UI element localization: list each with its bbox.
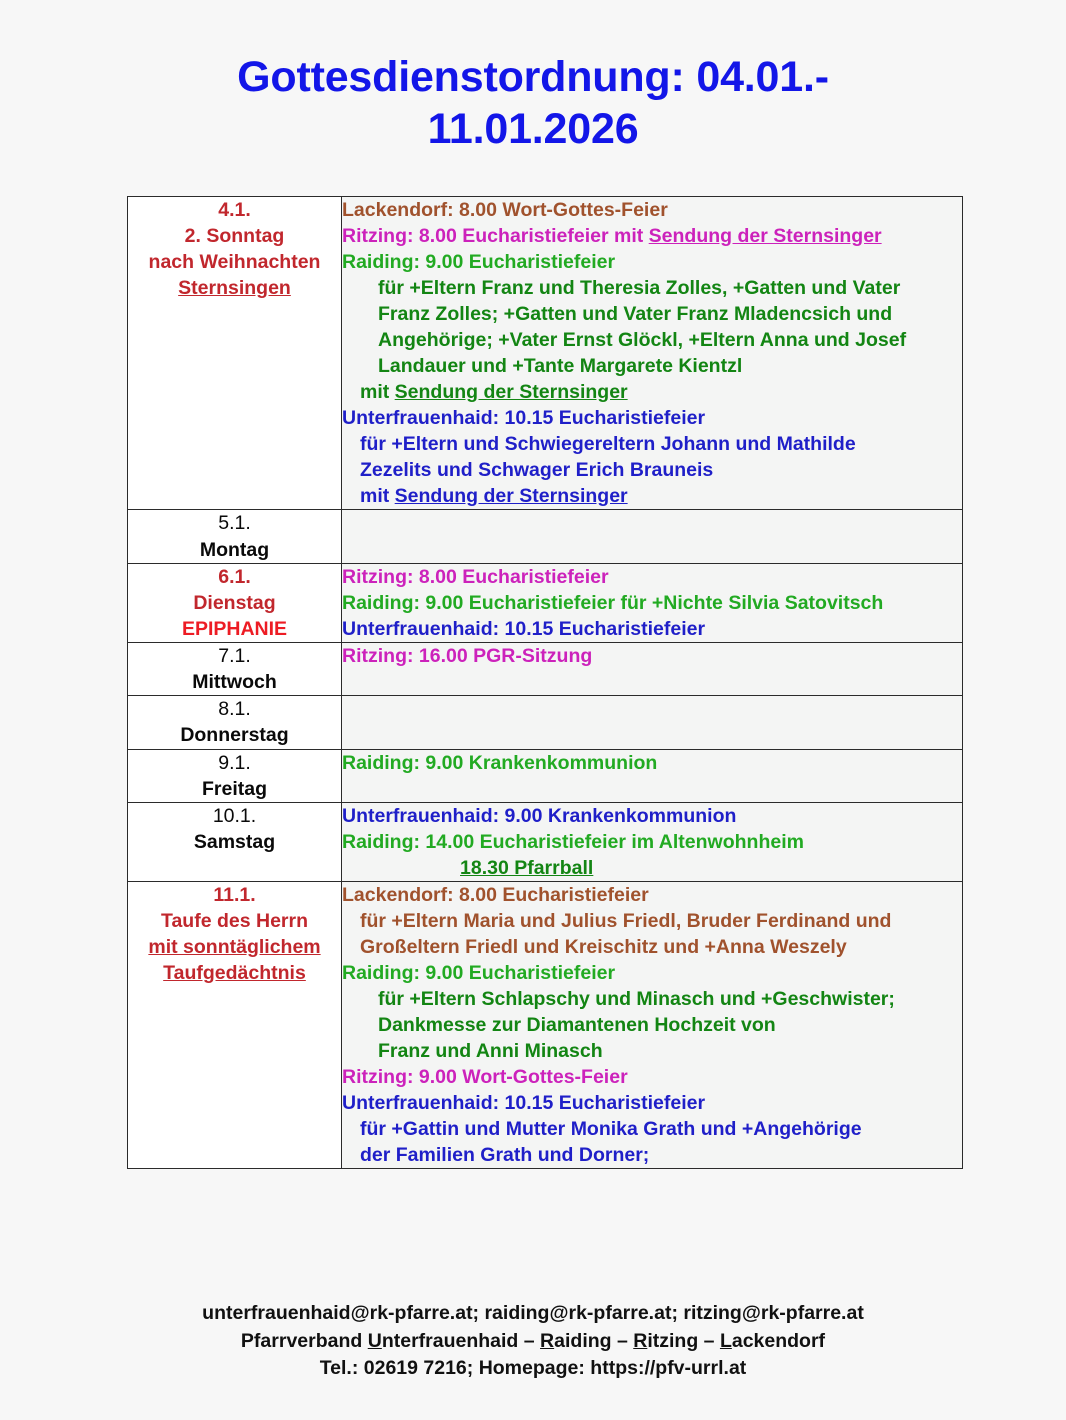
page-title bbox=[133, 52, 933, 155]
parish-initial: R bbox=[633, 1329, 648, 1352]
service-entry bbox=[342, 643, 962, 669]
date-line: Taufe des Herrn bbox=[160, 909, 308, 932]
date-line: 7.1. bbox=[218, 645, 251, 667]
service-entry-text: Unterfrauenhaid: 9.00 Krankenkommunion bbox=[342, 804, 737, 827]
service-entry bbox=[342, 353, 962, 379]
service-entry bbox=[342, 223, 962, 249]
title-line-2: 11.01.2026 bbox=[427, 104, 639, 153]
service-entries-cell bbox=[342, 197, 963, 510]
service-entry bbox=[342, 750, 962, 776]
table-row bbox=[128, 881, 963, 1168]
date-line: 11.1. bbox=[213, 883, 256, 906]
table-row bbox=[128, 197, 963, 510]
service-entries-cell bbox=[342, 881, 963, 1168]
service-entries-cell bbox=[342, 749, 963, 802]
service-entry bbox=[342, 1090, 962, 1116]
parish-initial: U bbox=[367, 1329, 382, 1352]
service-entry bbox=[342, 1116, 962, 1142]
service-entry-text: Lackendorf: 8.00 Wort-Gottes-Feier bbox=[342, 199, 668, 221]
date-cell bbox=[128, 643, 342, 696]
service-entry-text: für +Eltern und Schwiegereltern Johann und Mathilde bbox=[360, 433, 856, 456]
service-entries-cell bbox=[342, 643, 963, 696]
service-entry-text: Franz und Anni Minasch bbox=[378, 1040, 603, 1063]
service-entry-text: mit bbox=[360, 485, 395, 508]
service-entry bbox=[342, 564, 962, 590]
service-entry bbox=[342, 1064, 962, 1090]
date-line: Mittwoch bbox=[192, 671, 277, 694]
service-entry-text: Franz Zolles; +Gatten und Vater Franz Mladencsich und bbox=[378, 303, 893, 326]
service-entry-text: für +Eltern Maria und Julius Friedl, Bruder Ferdinand und bbox=[360, 909, 892, 932]
date-line: 6.1. bbox=[218, 565, 251, 588]
table-row bbox=[128, 643, 963, 696]
empty-entry bbox=[342, 696, 962, 722]
parish-name-rest: ackendorf bbox=[731, 1329, 826, 1352]
service-entry bbox=[342, 803, 962, 829]
parish-name-rest: nterfrauenhaid bbox=[381, 1329, 519, 1352]
service-entry bbox=[342, 483, 962, 509]
parish-separator: – bbox=[611, 1329, 634, 1352]
service-entry-text: Ritzing: 8.00 Eucharistiefeier bbox=[342, 565, 609, 588]
service-entry-text: Landauer und +Tante Margarete Kientzl bbox=[378, 355, 743, 378]
service-entry bbox=[342, 882, 962, 908]
service-entry-text: Angehörige; +Vater Ernst Glöckl, +Eltern Anna und Josef bbox=[378, 329, 907, 352]
service-entry-text: Zezelits und Schwager Erich Brauneis bbox=[360, 459, 714, 482]
service-entry bbox=[342, 829, 962, 855]
footer-contact bbox=[133, 1300, 933, 1383]
service-entry-text: Raiding: 14.00 Eucharistiefeier im Altenwohnheim bbox=[342, 830, 804, 853]
service-entry bbox=[342, 249, 962, 275]
service-entry-text: Ritzing: 8.00 Eucharistiefeier mit bbox=[342, 225, 649, 248]
service-entry-text: Ritzing: 16.00 PGR-Sitzung bbox=[342, 645, 593, 667]
service-entry bbox=[342, 327, 962, 353]
date-line: nach Weihnachten bbox=[148, 251, 321, 274]
table-row bbox=[128, 802, 963, 881]
date-line: Freitag bbox=[201, 777, 267, 800]
date-cell bbox=[128, 749, 342, 802]
date-line: Sternsingen bbox=[178, 277, 291, 300]
footer-parish-line bbox=[133, 1328, 933, 1356]
footer-emails: unterfrauenhaid@rk-pfarre.at; raiding@rk-pfarre.at; ritzing@rk-pfarre.at bbox=[202, 1302, 864, 1324]
service-entry-text: Raiding: 9.00 Krankenkommunion bbox=[342, 751, 658, 774]
date-cell bbox=[128, 563, 342, 642]
service-entry-text: für +Gattin und Mutter Monika Grath und +Angehörige bbox=[360, 1118, 862, 1141]
service-entry bbox=[342, 1012, 962, 1038]
service-entry bbox=[342, 934, 962, 960]
service-entry bbox=[342, 379, 962, 405]
service-entry-text: Lackendorf: 8.00 Eucharistiefeier bbox=[342, 883, 649, 906]
date-line: Dienstag bbox=[193, 591, 276, 614]
service-entry-emphasis: Sendung der Sternsinger bbox=[394, 381, 628, 404]
service-entry-text: Unterfrauenhaid: 10.15 Eucharistiefeier bbox=[342, 617, 706, 640]
date-cell bbox=[128, 696, 342, 749]
date-line: mit sonntäglichem bbox=[148, 936, 321, 959]
service-entry bbox=[342, 855, 962, 881]
parish-name-rest: aiding bbox=[554, 1329, 612, 1352]
service-entry bbox=[342, 960, 962, 986]
date-line: Montag bbox=[199, 538, 270, 561]
service-entries-cell bbox=[342, 510, 963, 563]
service-entry-emphasis: Sendung der Sternsinger bbox=[648, 225, 882, 248]
service-entry-emphasis: Sendung der Sternsinger bbox=[394, 485, 628, 508]
service-entry bbox=[342, 908, 962, 934]
service-entry bbox=[342, 197, 962, 223]
table-row bbox=[128, 749, 963, 802]
service-entry bbox=[342, 1142, 962, 1168]
parish-initial: R bbox=[540, 1329, 555, 1352]
date-line: 10.1. bbox=[212, 804, 257, 827]
date-line: 4.1. bbox=[218, 199, 251, 221]
date-cell bbox=[128, 881, 342, 1168]
service-entry bbox=[342, 457, 962, 483]
parish-name-rest: itzing bbox=[647, 1329, 699, 1352]
service-entry bbox=[342, 405, 962, 431]
parish-separator: – bbox=[698, 1329, 720, 1352]
service-entries-cell bbox=[342, 563, 963, 642]
service-entry-text: der Familien Grath und Dorner; bbox=[360, 1144, 650, 1167]
date-cell bbox=[128, 510, 342, 563]
empty-entry bbox=[342, 510, 962, 536]
date-line: Donnerstag bbox=[180, 724, 289, 747]
parish-separator: – bbox=[518, 1329, 541, 1352]
service-entry-text: Raiding: 9.00 Eucharistiefeier bbox=[342, 251, 616, 274]
service-entry bbox=[342, 275, 962, 301]
date-line: 5.1. bbox=[218, 512, 251, 535]
service-entry-text: Raiding: 9.00 Eucharistiefeier bbox=[342, 961, 616, 984]
parish-initial: L bbox=[719, 1329, 732, 1352]
service-entry bbox=[342, 616, 962, 642]
service-entry-text: Ritzing: 9.00 Wort-Gottes-Feier bbox=[342, 1066, 628, 1089]
date-line: 2. Sonntag bbox=[184, 225, 285, 248]
service-entry bbox=[342, 1038, 962, 1064]
date-line: EPIPHANIE bbox=[181, 617, 288, 640]
service-entries-cell bbox=[342, 696, 963, 749]
date-cell bbox=[128, 802, 342, 881]
service-entry-text: für +Eltern Schlapschy und Minasch und +Geschwister; bbox=[378, 987, 895, 1010]
service-entry-text: Großeltern Friedl und Kreischitz und +Anna Weszely bbox=[360, 935, 847, 958]
service-entry-text: Unterfrauenhaid: 10.15 Eucharistiefeier bbox=[342, 1092, 706, 1115]
service-entries-cell bbox=[342, 802, 963, 881]
service-entry bbox=[342, 986, 962, 1012]
table-row bbox=[128, 510, 963, 563]
table-row bbox=[128, 563, 963, 642]
service-schedule-table bbox=[127, 196, 963, 1169]
date-line: Taufgedächtnis bbox=[163, 962, 306, 985]
footer-phone-homepage: Tel.: 02619 7216; Homepage: https://pfv-urrl.at bbox=[319, 1357, 747, 1380]
parish-prefix: Pfarrverband bbox=[240, 1329, 368, 1352]
service-entry-text: Raiding: 9.00 Eucharistiefeier für +Nichte Silvia Satovitsch bbox=[342, 591, 884, 614]
service-entry-text: für +Eltern Franz und Theresia Zolles, +Gatten und Vater bbox=[378, 277, 901, 300]
date-line: 9.1. bbox=[218, 751, 251, 774]
date-cell bbox=[128, 197, 342, 510]
date-line: 8.1. bbox=[218, 698, 251, 721]
service-entry bbox=[342, 301, 962, 327]
service-entry bbox=[342, 590, 962, 616]
service-entry bbox=[342, 431, 962, 457]
service-entry-text: mit bbox=[360, 381, 395, 404]
date-line: Samstag bbox=[193, 830, 276, 853]
table-row bbox=[128, 696, 963, 749]
title-line-1: Gottesdienstordnung: 04.01.- bbox=[237, 53, 829, 101]
service-entry-emphasis: 18.30 Pfarrball bbox=[460, 856, 594, 879]
service-entry-text: Unterfrauenhaid: 10.15 Eucharistiefeier bbox=[342, 407, 706, 430]
service-entry-text: Dankmesse zur Diamantenen Hochzeit von bbox=[378, 1014, 776, 1036]
